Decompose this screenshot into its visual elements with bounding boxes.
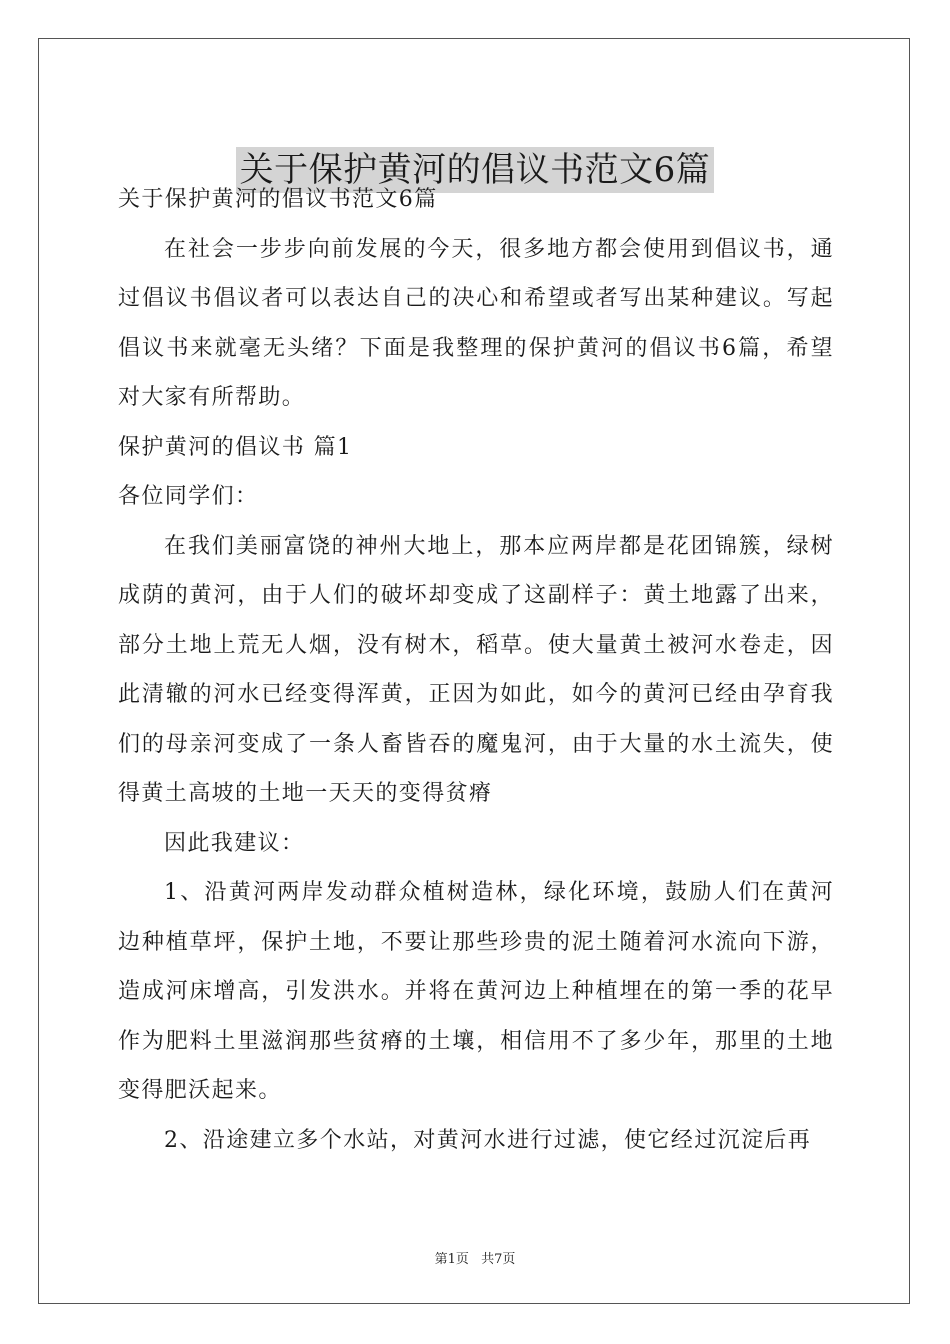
document-title: 关于保护黄河的倡议书范文6篇: [236, 147, 715, 193]
paragraph: 因此我建议：: [164, 830, 305, 856]
paragraph: 保护黄河的倡议书 篇1: [118, 434, 353, 460]
document-body: [118, 175, 834, 1165]
paragraph: 1、沿黄河两岸发动群众植树造林，绿化环境，鼓励人们在黄河边种植草坪，保护土地，不要让那些珍贵的泥土随着河水流向下游，造成河床增高，引发洪水。并将在黄河边上种植埋在的第一季的花早作为肥料土里滋润那些贫瘠的土壤，相信用不了多少年，那里的土地变得肥沃起来。: [118, 880, 834, 1103]
page-footer: [0, 1248, 950, 1267]
paragraph: 在我们美丽富饶的神州大地上，那本应两岸都是花团锦簇，绿树成荫的黄河，由于人们的破坏却变成了这副样子：黄土地露了出来，部分土地上荒无人烟，没有树木，稻草。使大量黄土被河水卷走，因此清辙的河水已经变得浑黄，正因为如此，如今的黄河已经由孕育我们的母亲河变成了一条人畜皆吞的魔鬼河，由于大量的水土流失，使得黄土高坡的土地一天天的变得贫瘠: [118, 533, 834, 806]
paragraph: 在社会一步步向前发展的今天，很多地方都会使用到倡议书，通过倡议书倡议者可以表达自己的决心和希望或者写出某种建议。写起倡议书来就毫无头绪？下面是我整理的保护黄河的倡议书6篇，希望对大家有所帮助。: [118, 236, 834, 410]
paragraph: 各位同学们：: [118, 484, 259, 509]
page-number: 第1页: [434, 1252, 469, 1267]
paragraph: 2、沿途建立多个水站，对黄河水进行过滤，使它经过沉淀后再: [164, 1127, 812, 1153]
paragraph: 关于保护黄河的倡议书范文6篇: [118, 187, 438, 212]
page-total: 共7页: [481, 1252, 516, 1267]
